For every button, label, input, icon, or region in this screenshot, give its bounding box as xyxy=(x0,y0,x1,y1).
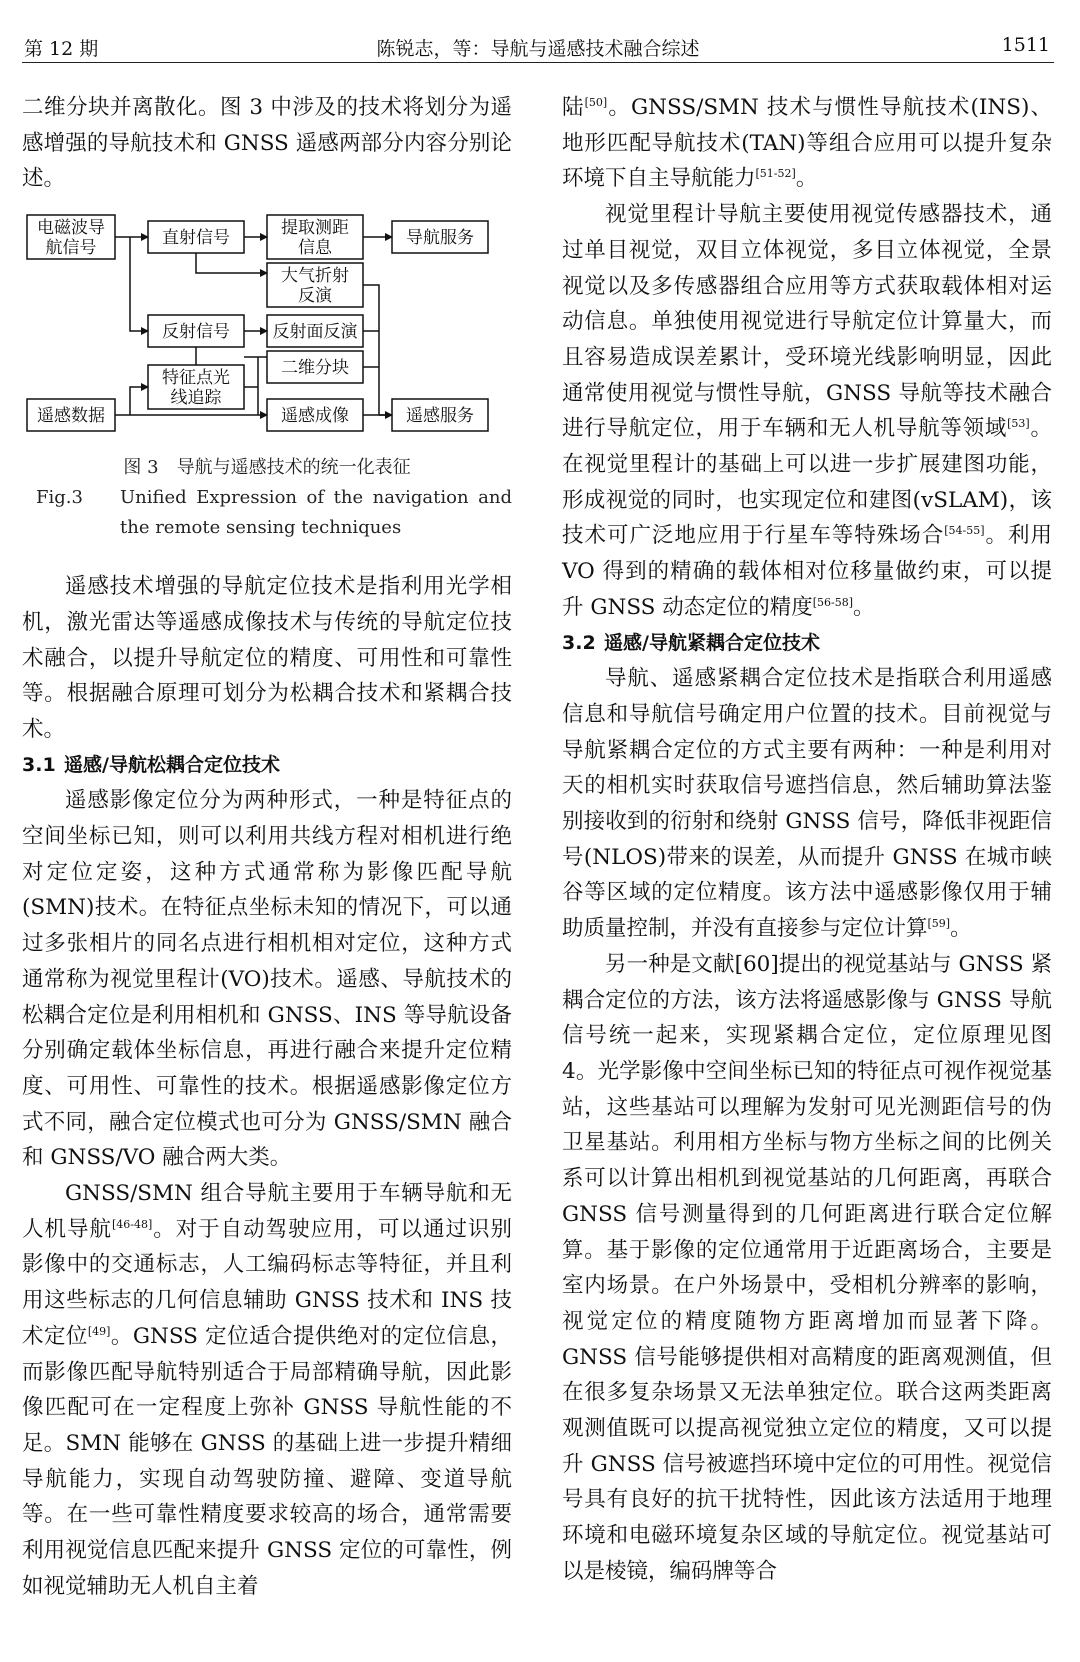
paragraph-rs-enhanced-nav: 遥感技术增强的导航定位技术是指利用光学相机，激光雷达等遥感成像技术与传统的导航定位技术融合，以提升导航定位的精度、可用性和可靠性等。根据融合原理可划分为松耦合技术和紧耦合技术。 xyxy=(22,574,512,742)
citation: [46-48] xyxy=(111,1217,153,1231)
paragraph-tight-coupling: 导航、遥感紧耦合定位技术是指联合利用遥感信息和导航信号确定用户位置的技术。目前视觉与导航紧耦合定位的方式主要有两种：一种是利用对天的相机实时获取信号遮挡信息，然后辅助算法鉴别接收到的衍射和绕射 GNSS 信号，降低非视距信号(NLOS)带来的误差，从而提升 GNSS 在城市峡谷等区域的定位精度。该方法中遥感影像仅用于辅助质量控制，并没有直接参与定位计算[59]。 xyxy=(562,666,1052,942)
label-nav-service: 导航服务 xyxy=(406,228,474,249)
citation: [53] xyxy=(1007,417,1030,431)
figure-caption-en xyxy=(22,483,512,543)
right-column xyxy=(562,90,1052,1590)
label-reflect-inversion: 反射面反演 xyxy=(272,322,358,343)
paragraph-continued: 陆[50]。GNSS/SMN 技术与惯性导航技术(INS)、地形匹配导航技术(TAN)等组合应用可以提升复杂环境下自主导航能力[51-52]。 xyxy=(562,95,1052,192)
citation: [54-55] xyxy=(944,524,985,538)
paragraph-visual-base-station: 另一种是文献[60]提出的视觉基站与 GNSS 紧耦合定位的方法，该方法将遥感影像与 GNSS 导航信号统一起来，实现紧耦合定位，定位原理见图 4。光学影像中空间坐标已知的特征点可视作视觉基站，这些基站可以理解为发射可见光测距信号的伪卫星基站。利用相方坐标与物方坐标之间的比例关系可以计算出相机到视觉基站的几何距离，再联合 GNSS 信号测量得到的几何距离进行联合定位解算。基于影像的定位通常用于近距离场合，主要是室内场景。在户外场景中，受相机分辨率的影响，视觉定位的精度随物方距离增加而显著下降。GNSS 信号能够提供相对高精度的距离观测值，但在很多复杂场景又无法单独定位。联合这两类距离观测值既可以提高视觉独立定位的精度，又可以提升 GNSS 信号被遮挡环境中定位的可用性。视觉信号具有良好的抗干扰特性，因此该方法适用于地理环境和电磁环境复杂区域的导航定位。视觉基站可以是棱镜，编码牌等合 xyxy=(562,951,1052,1584)
label-em-signal-1: 电磁波导 xyxy=(37,218,105,239)
page-number: 1511 xyxy=(1001,34,1050,56)
section-number: 3.1 xyxy=(22,753,56,776)
section-title: 遥感/导航松耦合定位技术 xyxy=(64,753,280,776)
label-reflected-signal: 反射信号 xyxy=(162,322,230,343)
citation: [51-52] xyxy=(755,167,796,181)
paragraph-visual-odometry: 视觉里程计导航主要使用视觉传感器技术，通过单目视觉，双目立体视觉，多目立体视觉，全景视觉以及多传感器组合应用等方式获取载体相对运动信息。单独使用视觉进行导航定位计算量大，而且容易造成误差累计，受环境光线影响明显，因此通常使用视觉与惯性导航，GNSS 导航等技术融合进行导航定位，用于车辆和无人机导航等领域[53]。在视觉里程计的基础上可以进一步扩展建图功能，形成视觉的同时，也实现定位和建图(vSLAM)，该技术可广泛地应用于行星车等特殊场合[54-55]。利用 VO 得到的精确的载体相对位移量做约束，可以提升 GNSS 动态定位的精度[56-58]。 xyxy=(562,202,1052,620)
running-title: 陈锐志，等：导航与遥感技术融合综述 xyxy=(376,38,700,60)
citation: [49] xyxy=(87,1324,111,1338)
label-feature-1: 特征点光 xyxy=(162,368,230,389)
issue-number: 第 12 期 xyxy=(24,38,99,60)
label-rs-imaging: 遥感成像 xyxy=(281,406,349,427)
label-atmos-2: 反演 xyxy=(298,286,332,307)
label-rs-data: 遥感数据 xyxy=(37,406,105,427)
left-column xyxy=(22,90,512,1605)
section-heading-3-2 xyxy=(562,626,1052,662)
paragraph-loose-coupling: 遥感影像定位分为两种形式，一种是特征点的空间坐标已知，则可以利用共线方程对相机进行绝对定位定姿，这种方式通常称为影像匹配导航(SMN)技术。在特征点坐标未知的情况下，可以通过多张相片的同名点进行相机相对定位，这种方式通常称为视觉里程计(VO)技术。遥感、导航技术的松耦合定位是利用相机和 GNSS、INS 等导航设备分别确定载体坐标信息，再进行融合来提升定位精度、可用性、可靠性的技术。根据遥感影像定位方式不同，融合定位模式也可分为 GNSS/SMN 融合和 GNSS/VO 融合两大类。 xyxy=(22,788,512,1171)
figure-caption-cn xyxy=(22,451,512,483)
label-rs-service: 遥感服务 xyxy=(406,406,474,427)
label-direct-signal: 直射信号 xyxy=(162,228,230,249)
section-title: 遥感/导航紧耦合定位技术 xyxy=(604,631,820,654)
caption-cn-text: 导航与遥感技术的统一化表征 xyxy=(176,457,411,479)
label-2d-block: 二维分块 xyxy=(281,358,349,379)
label-extract-1: 提取测距 xyxy=(281,218,349,239)
section-number: 3.2 xyxy=(562,631,596,654)
label-extract-2: 信息 xyxy=(298,238,332,259)
label-em-signal-2: 航信号 xyxy=(45,238,97,259)
label-feature-2: 线追踪 xyxy=(170,388,222,409)
paragraph-intro-continued: 二维分块并离散化。图 3 中涉及的技术将划分为遥感增强的导航技术和 GNSS 遥感两部分内容分别论述。 xyxy=(22,95,512,192)
citation: [59] xyxy=(927,917,951,931)
label-atmos-1: 大气折射 xyxy=(281,266,349,287)
caption-cn-label: 图 3 xyxy=(123,457,159,479)
flow-diagram xyxy=(22,211,512,451)
citation: [50] xyxy=(584,96,608,109)
figure-3 xyxy=(22,197,512,451)
caption-en-text: Unified Expression of the navigation and the remote sensing techniques xyxy=(120,487,512,539)
paragraph-gnss-smn: GNSS/SMN 组合导航主要用于车辆导航和无人机导航[46-48]。对于自动驾驶应用，可以通过识别影像中的交通标志，人工编码标志等特征，并且利用这些标志的几何信息辅助 GNSS 技术和 INS 技术定位[49]。GNSS 定位适合提供绝对的定位信息，而影像匹配导航特别适合于局部精确导航，因此影像匹配可在一定程度上弥补 GNSS 导航性能的不足。SMN 能够在 GNSS 的基础上进一步提升精细导航能力，实现自动驾驶防撞、避障、变道导航等。在一些可靠性精度要求较高的场合，通常需要利用视觉信息匹配来提升 GNSS 定位的可靠性，例如视觉辅助无人机自主着 xyxy=(22,1181,512,1599)
caption-en-label: Fig.3 xyxy=(36,487,83,509)
section-heading-3-1 xyxy=(22,748,512,784)
page-header xyxy=(22,26,1054,63)
citation: [56-58] xyxy=(812,595,854,609)
